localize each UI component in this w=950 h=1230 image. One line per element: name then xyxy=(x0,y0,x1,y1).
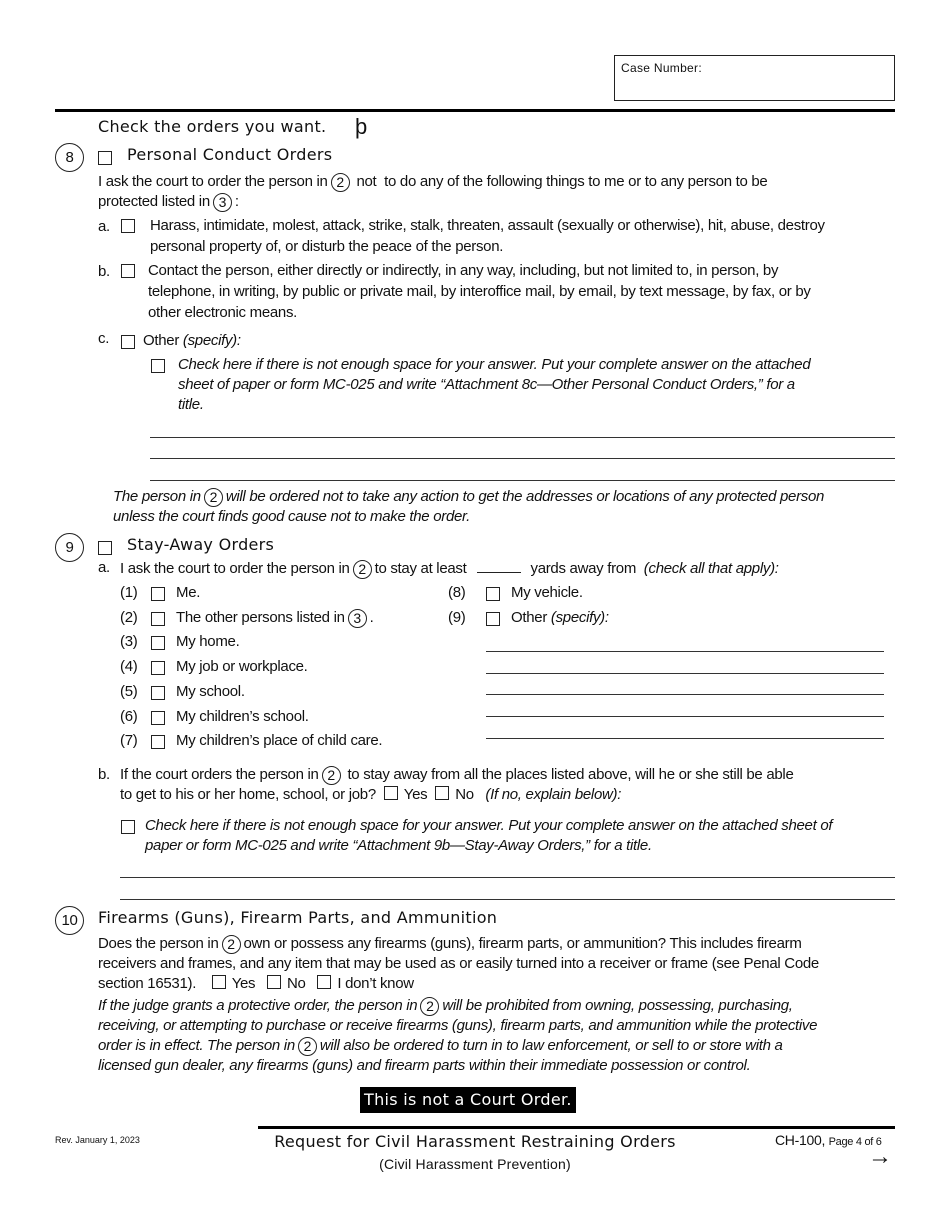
check-orders-heading: Check the orders you want. xyxy=(98,117,327,136)
s10-note: order is in effect. The person in 2 will also be ordered to turn in to law enforcement, or sell to or store with a xyxy=(98,1037,783,1054)
item-b-label: b. xyxy=(98,263,110,280)
yards-field[interactable] xyxy=(477,558,521,573)
item-a-label: a. xyxy=(98,559,110,576)
item-num: (7) xyxy=(120,732,138,750)
answer-line[interactable] xyxy=(120,899,895,900)
item-label: Other (specify): xyxy=(511,609,609,626)
answer-line[interactable] xyxy=(486,694,884,695)
item-num: (8) xyxy=(448,584,466,601)
s10-q-answers: section 16531). Yes No I don’t know xyxy=(98,975,414,992)
s8-intro: I ask the court to order the person in 2 not to do any of the following things to me or to any person to be xyxy=(98,173,768,190)
item-num: (2) xyxy=(120,608,138,626)
section-8-title: Personal Conduct Orders xyxy=(127,145,333,164)
yes-checkbox[interactable] xyxy=(384,786,398,800)
item-num: (5) xyxy=(120,682,138,700)
item-label: My school. xyxy=(176,682,245,700)
item-c-label: c. xyxy=(98,330,110,347)
footer-divider xyxy=(258,1126,895,1129)
case-number-label: Case Number: xyxy=(621,61,702,75)
contact-checkbox[interactable] xyxy=(121,264,135,278)
other-place-checkbox[interactable] xyxy=(486,612,500,626)
divider xyxy=(55,109,895,112)
item-label: The other persons listed in 3 . xyxy=(176,608,374,626)
s8-note: The person in 2 will be ordered not to take any action to get the addresses or locations of any protected person xyxy=(113,488,825,505)
firearms-no-checkbox[interactable] xyxy=(267,975,281,989)
answer-line[interactable] xyxy=(150,437,895,438)
item-label: My children’s place of child care. xyxy=(176,732,383,750)
s9-a-text: I ask the court to order the person in 2 to stay at least yards away from (check all that apply): xyxy=(120,560,779,577)
no-checkbox[interactable] xyxy=(435,786,449,800)
answer-line[interactable] xyxy=(486,716,884,717)
answer-line[interactable] xyxy=(150,458,895,459)
item-num: (4) xyxy=(120,658,138,676)
item-b-text: other electronic means. xyxy=(148,304,298,321)
b-note: paper or form MC-025 and write “Attachment 9b—Stay-Away Orders,” for a title. xyxy=(145,837,652,854)
item-b-text: telephone, in writing, by public or private mail, by interoffice mail, by email, by text message, by fax, or by xyxy=(148,283,811,300)
answer-line[interactable] xyxy=(120,877,895,878)
firearms-yes-checkbox[interactable] xyxy=(212,975,226,989)
s10-q: Does the person in 2 own or possess any firearms (guns), firearm parts, or ammunition? This includes firearm xyxy=(98,935,802,952)
more-space-9b-checkbox[interactable] xyxy=(121,820,135,834)
item-num: (3) xyxy=(120,633,138,651)
form-page: CH-100, Page 4 of 6 xyxy=(775,1132,882,1148)
item-num: (9) xyxy=(448,609,466,626)
checkmark-glyph: þ xyxy=(355,114,367,139)
item-label: My job or workplace. xyxy=(176,658,308,676)
item-b-text: Contact the person, either directly or indirectly, in any way, including, but not limited to, in person, by xyxy=(148,262,779,279)
vehicle-checkbox[interactable] xyxy=(486,587,500,601)
c-note: title. xyxy=(178,396,204,413)
stay-away-checkbox[interactable] xyxy=(98,541,112,555)
section-number-8: 8 xyxy=(55,143,84,172)
s9-b-text-2: to get to his or her home, school, or job? Yes No (If no, explain below): xyxy=(120,786,622,803)
firearms-dont-know-checkbox[interactable] xyxy=(317,975,331,989)
other-conduct-checkbox[interactable] xyxy=(121,335,135,349)
c-note: Check here if there is not enough space for your answer. Put your complete answer on the attached xyxy=(178,356,811,373)
stay-away-checkbox-3[interactable] xyxy=(151,636,165,650)
case-number-field[interactable] xyxy=(614,55,895,101)
s10-note: receiving, or attempting to purchase or receive firearms (guns), firearm parts, and ammunition while the protective xyxy=(98,1017,818,1034)
arrow-right-icon: → xyxy=(868,1143,892,1170)
s10-note: If the judge grants a protective order, the person in 2 will be prohibited from owning, possessing, purchasing, xyxy=(98,997,793,1014)
s8-note-2: unless the court finds good cause not to make the order. xyxy=(113,508,471,525)
item-c-text: Other (specify): xyxy=(143,332,241,349)
item-label: My vehicle. xyxy=(511,584,583,601)
s9-b-text: If the court orders the person in 2 to stay away from all the places listed above, will he or she still be able xyxy=(120,766,794,783)
section-number-10: 10 xyxy=(55,906,84,935)
s10-note: licensed gun dealer, any firearms (guns) and firearm parts within their immediate possession or control. xyxy=(98,1057,751,1074)
form-title: Request for Civil Harassment Restraining Orders xyxy=(274,1132,676,1151)
answer-line[interactable] xyxy=(486,738,884,739)
item-num: (6) xyxy=(120,707,138,725)
stay-away-checkbox-6[interactable] xyxy=(151,711,165,725)
item-num: (1) xyxy=(120,584,138,601)
s8-intro-2: protected listed in 3 : xyxy=(98,193,239,210)
revision-date: Rev. January 1, 2023 xyxy=(55,1135,140,1145)
answer-line[interactable] xyxy=(486,673,884,674)
stay-away-checkbox-2[interactable] xyxy=(151,612,165,626)
personal-conduct-checkbox[interactable] xyxy=(98,151,112,165)
item-label: Me. xyxy=(176,584,201,601)
harass-checkbox[interactable] xyxy=(121,219,135,233)
item-label: My children’s school. xyxy=(176,707,309,725)
answer-line[interactable] xyxy=(486,651,884,652)
section-10-title: Firearms (Guns), Firearm Parts, and Ammunition xyxy=(98,908,498,927)
stay-away-checkbox-4[interactable] xyxy=(151,661,165,675)
section-9-title: Stay-Away Orders xyxy=(127,535,275,554)
item-a-text: personal property of, or disturb the peace of the person. xyxy=(150,238,504,255)
item-a-text: Harass, intimidate, molest, attack, strike, stalk, threaten, assault (sexually or otherwise), hit, abuse, destroy xyxy=(150,217,825,234)
stay-away-checkbox-7[interactable] xyxy=(151,735,165,749)
form-subtitle: (Civil Harassment Prevention) xyxy=(379,1156,571,1172)
item-b-label: b. xyxy=(98,766,110,783)
c-note: sheet of paper or form MC-025 and write “Attachment 8c—Other Personal Conduct Orders,” for a xyxy=(178,376,795,393)
section-number-9: 9 xyxy=(55,533,84,562)
item-a-label: a. xyxy=(98,218,110,235)
stay-away-checkbox-5[interactable] xyxy=(151,686,165,700)
b-note: Check here if there is not enough space for your answer. Put your complete answer on the attached sheet of xyxy=(145,817,833,834)
more-space-8c-checkbox[interactable] xyxy=(151,359,165,373)
stay-away-checkbox-1[interactable] xyxy=(151,587,165,601)
item-label: My home. xyxy=(176,633,240,651)
answer-line[interactable] xyxy=(150,480,895,481)
s10-q: receivers and frames, and any item that may be used as or easily turned into a receiver or frame (see Penal Code xyxy=(98,955,819,972)
not-court-order-banner: This is not a Court Order. xyxy=(360,1087,576,1113)
